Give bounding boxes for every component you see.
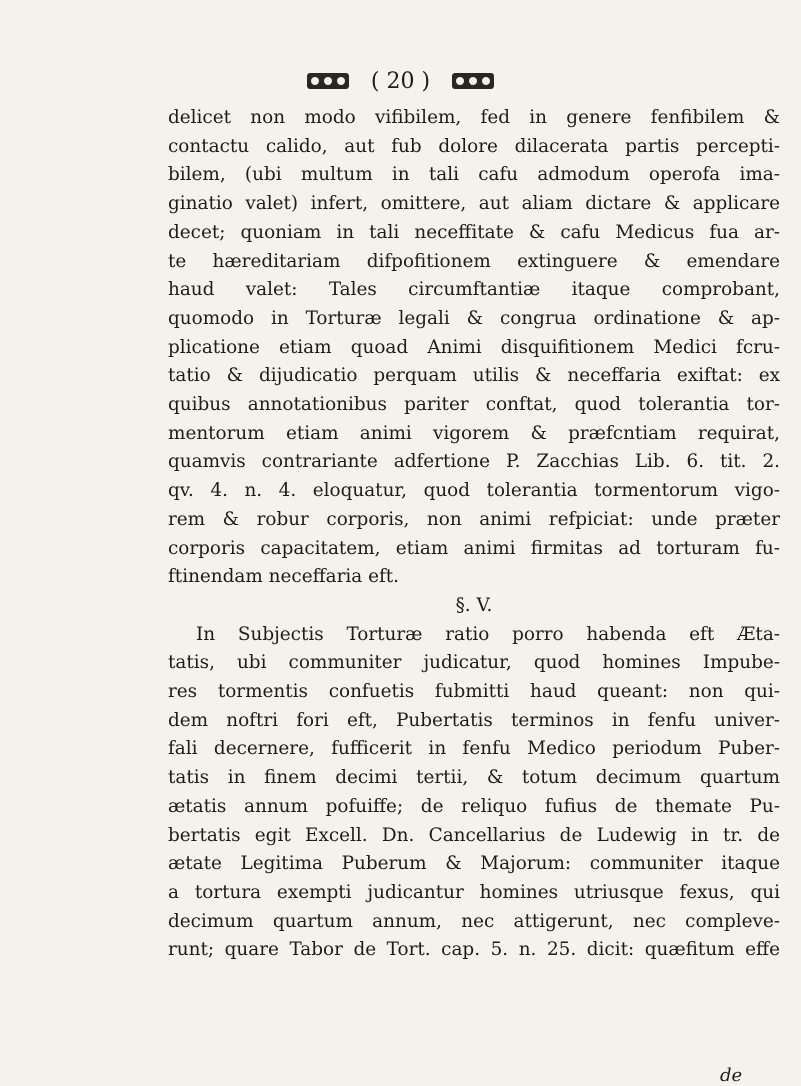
text-line: res tormentis confuetis fubmitti haud queant: non qui-	[168, 681, 780, 703]
body-text	[168, 104, 780, 965]
section-heading: §. V.	[455, 594, 493, 616]
text-line: delicet non modo vifibilem, fed in genere fenfibilem &	[168, 107, 780, 128]
page-header	[0, 68, 801, 94]
text-line: tatio & dijudicatio perquam utilis & neceffaria exiftat: ex	[168, 365, 780, 387]
text-line: contactu calido, aut fub dolore dilacerata partis percepti-	[168, 135, 780, 157]
text-line: corporis capacitatem, etiam animi firmitas ad torturam fu-	[168, 537, 780, 559]
text-line: te hæreditariam difpofitionem extinguere & emendare	[168, 250, 780, 272]
text-line: a tortura exempti judicantur homines utriusque fexus, qui	[168, 881, 780, 903]
text-line: decet; quoniam in tali neceffitate & cafu Medicus fua ar-	[168, 221, 780, 243]
text-line: quamvis contrariante adfertione P. Zacchias Lib. 6. tit. 2.	[168, 451, 780, 473]
text-line: mentorum etiam animi vigorem & præfcntiam requirat,	[168, 422, 780, 444]
text-line: plicatione etiam quoad Animi disquifitionem Medici fcru-	[168, 336, 780, 358]
text-line: runt; quare Tabor de Tort. cap. 5. n. 25. dicit: quæfitum effe	[168, 939, 780, 961]
text-line: ætate Legitima Puberum & Majorum: communiter itaque	[168, 853, 780, 875]
text-line: tatis in finem decimi tertii, & totum decimum quartum	[168, 767, 780, 789]
text-line: bertatis egit Excell. Dn. Cancellarius de Ludewig in tr. de	[168, 824, 780, 846]
page-number: ( 20 )	[370, 68, 431, 94]
catchword: de	[720, 1065, 743, 1086]
text-line: tatis, ubi communiter judicatur, quod homines Impube-	[168, 652, 780, 674]
text-line: dem noftri fori eft, Pubertatis terminos in fenfu univer-	[168, 709, 780, 731]
text-line: In Subjectis Torturæ ratio porro habenda eft Æta-	[196, 623, 780, 645]
right-ornament-icon	[448, 68, 498, 94]
text-line: quomodo in Torturæ legali & congrua ordinatione & ap-	[168, 307, 780, 329]
text-line: ftinendam neceffaria eft.	[168, 566, 400, 588]
text-line: ætatis annum pofuiffe; de reliquo fufius de themate Pu-	[168, 795, 780, 817]
text-line: bilem, (ubi multum in tali cafu admodum operofa ima-	[168, 164, 780, 186]
text-line: fali decernere, fufficerit in fenfu Medico periodum Puber-	[168, 738, 780, 760]
text-line: haud valet: Tales circumftantiæ itaque comprobant,	[168, 279, 780, 301]
left-ornament-icon	[303, 68, 353, 94]
text-line: rem & robur corporis, non animi refpiciat: unde præter	[168, 508, 780, 530]
text-line: qv. 4. n. 4. eloquatur, quod tolerantia tormentorum vigo-	[168, 480, 780, 502]
paragraph-2	[168, 621, 780, 965]
paragraph-1	[168, 104, 780, 592]
text-line: decimum quartum annum, nec attigerunt, nec compleve-	[168, 910, 780, 932]
text-line: quibus annotationibus pariter conftat, quod tolerantia tor-	[168, 394, 780, 416]
text-line: ginatio valet) infert, omittere, aut aliam dictare & applicare	[168, 193, 780, 215]
